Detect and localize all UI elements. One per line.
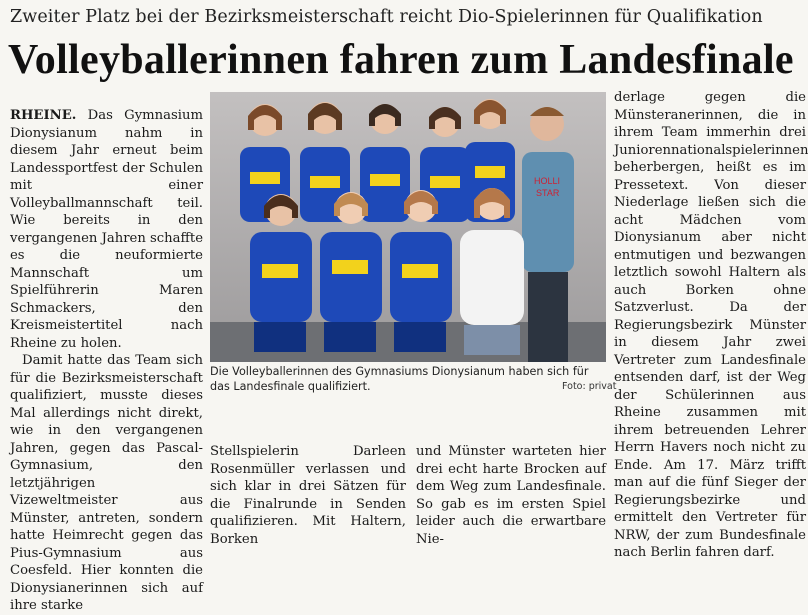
body-paragraph-1: Das Gymnasium Dionysianum nahm in diesem Jahr erneut beim Landessportfest der Schulen mit einer Volleyballmannschaft teil. Wie bereits in den vergangenen Jahren schaffte es die neuformierte Mannschaft um Spielführerin Maren Schmackers, den Kreismeistertitel nach Rheine zu holen. [10,108,204,351]
svg-text:HOLLI: HOLLI [534,176,561,186]
article-column-1 [10,107,203,615]
article-column-2: Stellspielerin Darleen Rosenmüller verlassen und sich klar in drei Sätzen für die Finalrunde in Senden qualifizieren. Mit Haltern, Borken [210,444,406,547]
article-column-4: derlage gegen die Münsteranerinnen, die in ihrem Team immerhin drei Juniorennationalspielerinnen beherbergen, heißt es im Pressetext. Von dieser Niederlage ließen sich die acht Mädchen vom Dionysianum aber nicht entmutigen und bezwangen letztlich sowohl Haltern als auch Borken ohne Satzverlust. Da der Regierungsbezirk Münster in diesem Jahr zwei Vertreter zum Landesfinale entsenden darf, ist der Weg der Schülerinnen aus Rheine zusammen mit ihrem betreuenden Lehrer Herrn Havers noch nicht zu Ende. Am 17. März trifft man auf die fünf Sieger der Regierungsbezirke und ermittelt den Vertreter für NRW, der zum Bundesfinale nach Berlin fahren darf. [614,90,808,560]
article-headline: Volleyballerinnen fahren zum Landesfinale [8,37,794,83]
team-photo-image [210,92,606,362]
team-photo [210,92,606,362]
dateline: RHEINE. [10,108,77,123]
photo-caption: Die Volleyballerinnen des Gymnasiums Dionysianum haben sich für das Landesfinale qualifiziert. [210,365,589,393]
body-paragraph-2: Damit hatte das Team sich für die Bezirksmeisterschaft qualifiziert, musste dieses Mal allerdings nicht direkt, wie in den vergangenen Jahren, gegen das Pascal-Gymnasium, den letztjährigen Vizeweltmeister aus Münster, antreten, sondern hatte Heimrecht gegen das Pius-Gymnasium aus Coesfeld. Hier konnten die Dionysianerinnen sich auf ihre starke [10,353,203,613]
article-column-3: und Münster warteten hier drei echt harte Brocken auf dem Weg zum Landesfinale. So gab es im ersten Spiel leider auch die erwartbare Nie- [416,444,606,547]
photo-credit: Foto: privat [562,381,617,392]
article-kicker: Zweiter Platz bei der Bezirksmeisterschaft reicht Dio-Spielerinnen für Qualifikation [10,7,763,27]
svg-text:STAR: STAR [536,188,560,198]
